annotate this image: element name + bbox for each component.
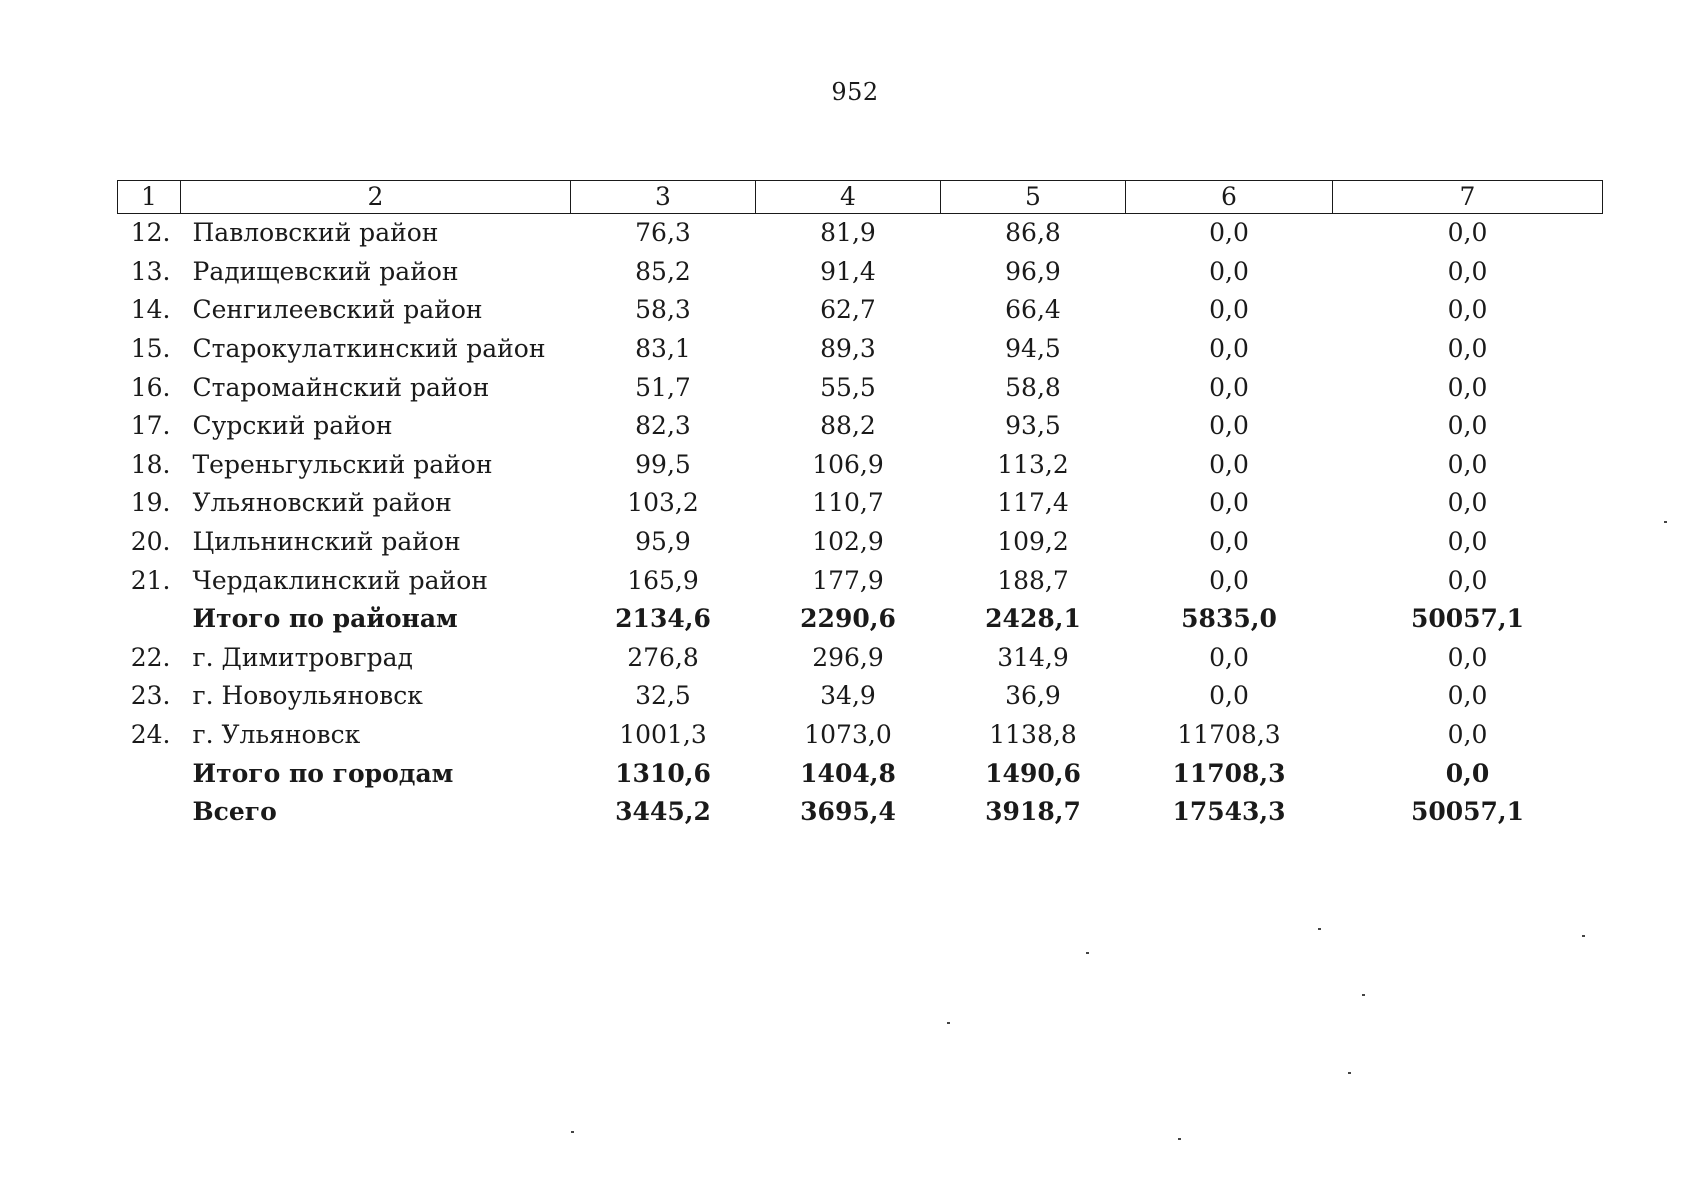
cell-col-3: 76,3 (635, 218, 691, 248)
cell-col-7: 0,0 (1447, 411, 1488, 441)
cell-col-6: 0,0 (1209, 256, 1249, 286)
column-header-3: 3 (571, 181, 756, 214)
scan-speck (1348, 1072, 1351, 1074)
cell-col-6: 0,0 (1209, 527, 1249, 557)
row-name: Старокулаткинский район (192, 334, 546, 364)
cell-col-4: 91,4 (820, 256, 876, 286)
table-row (118, 523, 1603, 562)
table-row (118, 330, 1603, 369)
cell-col-7: 0,0 (1447, 681, 1488, 711)
cell-col-5: 93,5 (1005, 411, 1061, 441)
row-number (118, 600, 181, 639)
cell-col-4: 106,9 (812, 449, 884, 479)
cell-col-3: 165,9 (627, 565, 699, 595)
cell-col-3: 95,9 (635, 527, 691, 557)
cell-col-6: 0,0 (1209, 334, 1249, 364)
row-number: 24. (130, 720, 171, 750)
scan-speck (571, 1131, 574, 1133)
cell-col-4: 1073,0 (804, 720, 892, 750)
header-row (118, 181, 1603, 214)
row-name: г. Ульяновск (192, 720, 361, 750)
table-row (118, 561, 1603, 600)
row-name: Тереньгульский район (192, 449, 493, 479)
cell-col-4: 34,9 (820, 681, 876, 711)
table-row-total (118, 793, 1603, 832)
cell-col-7: 0,0 (1447, 565, 1488, 595)
cell-col-3: 83,1 (635, 334, 691, 364)
row-name: Всего (192, 797, 277, 827)
row-number: 12. (130, 218, 171, 248)
cell-col-5: 1490,6 (985, 758, 1081, 788)
scan-speck (1362, 994, 1365, 996)
cell-col-6: 0,0 (1209, 411, 1249, 441)
cell-col-5: 2428,1 (985, 604, 1081, 634)
cell-col-4: 1404,8 (800, 758, 896, 788)
scan-speck (1086, 952, 1089, 954)
row-name: Радищевский район (192, 256, 459, 286)
data-table (117, 180, 1603, 832)
cell-col-7: 0,0 (1447, 372, 1488, 402)
row-name: Чердаклинский район (192, 565, 488, 595)
cell-col-5: 188,7 (997, 565, 1069, 595)
row-name: Сенгилеевский район (192, 295, 483, 325)
cell-col-5: 1138,8 (989, 720, 1077, 750)
cell-col-4: 296,9 (812, 642, 884, 672)
cell-col-5: 109,2 (997, 527, 1069, 557)
table-row (118, 716, 1603, 755)
cell-col-5: 94,5 (1005, 334, 1061, 364)
cell-col-7: 0,0 (1447, 295, 1488, 325)
row-name: Старомайнский район (192, 372, 490, 402)
row-name: г. Новоульяновск (192, 681, 423, 711)
cell-col-6: 11708,3 (1177, 720, 1281, 750)
table-body (118, 214, 1603, 832)
cell-col-4: 81,9 (820, 218, 876, 248)
scan-speck (1664, 521, 1667, 523)
row-name: Итого по городам (192, 758, 454, 788)
row-name: Сурский район (192, 411, 393, 441)
cell-col-7: 0,0 (1447, 334, 1488, 364)
row-name: г. Димитровград (192, 642, 413, 672)
table-row (118, 368, 1603, 407)
cell-col-5: 66,4 (1005, 295, 1061, 325)
table-row (118, 407, 1603, 446)
cell-col-5: 117,4 (997, 488, 1069, 518)
cell-col-4: 177,9 (812, 565, 884, 595)
cell-col-4: 89,3 (820, 334, 876, 364)
cell-col-3: 3445,2 (615, 797, 711, 827)
table-header (118, 181, 1603, 214)
row-number: 20. (130, 527, 171, 557)
cell-col-4: 110,7 (812, 488, 884, 518)
cell-col-3: 2134,6 (615, 604, 711, 634)
cell-col-7: 0,0 (1447, 488, 1488, 518)
cell-col-7: 0,0 (1447, 720, 1488, 750)
cell-col-7: 50057,1 (1410, 797, 1525, 827)
scan-speck (1178, 1138, 1181, 1140)
table-row-total (118, 600, 1603, 639)
cell-col-4: 102,9 (812, 527, 884, 557)
cell-col-4: 2290,6 (800, 604, 896, 634)
cell-col-5: 314,9 (997, 642, 1069, 672)
table-row (118, 446, 1603, 485)
row-name: Ульяновский район (192, 488, 452, 518)
column-header-6: 6 (1126, 181, 1333, 214)
table-row (118, 214, 1603, 253)
table-row-total (118, 754, 1603, 793)
row-number: 14. (130, 295, 171, 325)
cell-col-7: 0,0 (1447, 218, 1488, 248)
cell-col-7: 50057,1 (1410, 604, 1525, 634)
row-number: 18. (130, 449, 171, 479)
cell-col-3: 51,7 (635, 372, 691, 402)
cell-col-4: 55,5 (820, 372, 876, 402)
cell-col-3: 1310,6 (615, 758, 711, 788)
cell-col-6: 0,0 (1209, 681, 1249, 711)
cell-col-3: 85,2 (635, 256, 691, 286)
cell-col-7: 0,0 (1447, 256, 1488, 286)
scan-speck (1582, 935, 1585, 937)
row-name: Павловский район (192, 218, 439, 248)
cell-col-3: 1001,3 (619, 720, 707, 750)
table-row (118, 639, 1603, 678)
cell-col-6: 0,0 (1209, 642, 1249, 672)
cell-col-5: 36,9 (1005, 681, 1061, 711)
cell-col-6: 0,0 (1209, 565, 1249, 595)
page-number: 952 (831, 78, 879, 106)
row-number: 17. (130, 411, 171, 441)
cell-col-3: 82,3 (635, 411, 691, 441)
column-header-4: 4 (756, 181, 941, 214)
cell-col-6: 0,0 (1209, 295, 1249, 325)
column-header-1: 1 (118, 181, 181, 214)
cell-col-5: 86,8 (1005, 218, 1061, 248)
cell-col-4: 88,2 (820, 411, 876, 441)
column-header-2: 2 (181, 181, 571, 214)
cell-col-5: 113,2 (997, 449, 1069, 479)
cell-col-6: 17543,3 (1172, 797, 1286, 827)
cell-col-3: 276,8 (627, 642, 699, 672)
cell-col-6: 11708,3 (1172, 758, 1286, 788)
row-name: Цильнинский район (192, 527, 461, 557)
cell-col-3: 58,3 (635, 295, 691, 325)
row-number: 22. (130, 642, 171, 672)
cell-col-4: 3695,4 (800, 797, 896, 827)
table-row (118, 291, 1603, 330)
row-number: 16. (130, 372, 171, 402)
cell-col-6: 0,0 (1209, 449, 1249, 479)
row-number: 19. (130, 488, 171, 518)
cell-col-7: 0,0 (1447, 527, 1488, 557)
cell-col-6: 0,0 (1209, 488, 1249, 518)
cell-col-3: 32,5 (635, 681, 691, 711)
row-number: 13. (130, 256, 171, 286)
cell-col-5: 3918,7 (985, 797, 1081, 827)
scan-speck (1318, 928, 1321, 930)
scan-speck (947, 1022, 950, 1024)
table-row (118, 253, 1603, 292)
table-row (118, 484, 1603, 523)
cell-col-3: 99,5 (635, 449, 691, 479)
cell-col-6: 0,0 (1209, 218, 1249, 248)
cell-col-4: 62,7 (820, 295, 876, 325)
table-row (118, 677, 1603, 716)
column-header-7: 7 (1333, 181, 1603, 214)
cell-col-5: 96,9 (1005, 256, 1061, 286)
cell-col-3: 103,2 (627, 488, 699, 518)
row-name: Итого по районам (192, 604, 458, 634)
column-header-5: 5 (941, 181, 1126, 214)
cell-col-6: 5835,0 (1181, 604, 1277, 634)
cell-col-6: 0,0 (1209, 372, 1249, 402)
row-number (118, 793, 181, 832)
row-number: 15. (130, 334, 171, 364)
cell-col-5: 58,8 (1005, 372, 1061, 402)
row-number: 23. (130, 681, 171, 711)
cell-col-7: 0,0 (1447, 642, 1488, 672)
row-number: 21. (130, 565, 171, 595)
cell-col-7: 0,0 (1447, 449, 1488, 479)
cell-col-7: 0,0 (1445, 758, 1490, 788)
row-number (118, 754, 181, 793)
